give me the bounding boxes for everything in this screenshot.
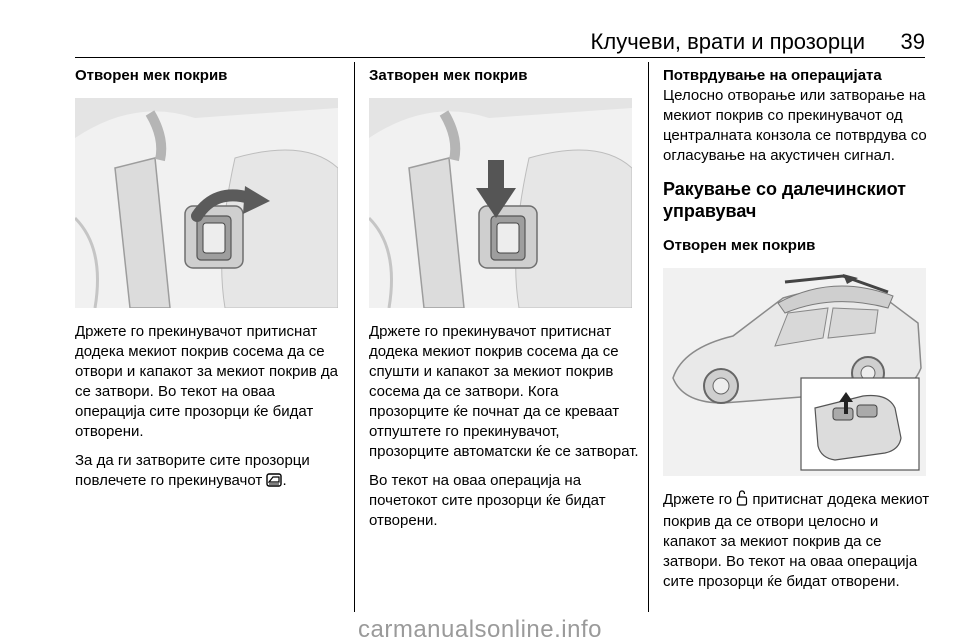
- remote-open-heading: Отворен мек покрив: [663, 237, 816, 254]
- section-heading: Затворен мек покрив: [369, 67, 528, 84]
- close-switch-illustration: [369, 98, 632, 308]
- header-divider: [75, 57, 925, 58]
- column-open-soft-top: [75, 62, 345, 493]
- close-windows-label: За да ги затворите сите прозорци повлечете го прекинувачот: [75, 452, 310, 489]
- remote-control-title: Ракување со далечинскиот управувач: [663, 179, 906, 221]
- remote-open-label-start: Држете го: [663, 491, 733, 508]
- watermark: carmanualsonline.info: [358, 616, 602, 643]
- column-remote-operation: [663, 62, 933, 592]
- open-instruction-text: Држете го прекинувачот притиснат додека мекиот покрив сосема да се отвори и капакот за мекиот покрив да се затвори. Во текот на оваа операција сите прозорци ќе бидат отворени.: [75, 323, 338, 440]
- chapter-title: Клучеви, врати и прозорци: [590, 29, 865, 54]
- remote-unlock-icon: [736, 490, 748, 512]
- page-number: 39: [900, 29, 925, 54]
- close-windows-text: [75, 451, 345, 493]
- open-switch-illustration: [75, 98, 338, 308]
- window-switch-icon: [266, 473, 282, 493]
- remote-open-label-rest: притиснат додека мекиот покрив да се отвори целосно и капакот за мекиот покрив да се затвори. Во текот на оваа операција сите прозорци ќе бидат отворени.: [663, 491, 930, 590]
- column-close-soft-top: [369, 62, 639, 531]
- section-heading: Отворен мек покрив: [75, 67, 228, 84]
- column-divider: [354, 62, 355, 612]
- page-header: [75, 28, 925, 56]
- confirmation-text: Целосно отворање или затворање на мекиот покрив со прекинувачот од централната конзола се потврдува со огласување на акустичен сигнал.: [663, 87, 927, 164]
- confirmation-heading: Потврдување на операцијата: [663, 67, 882, 84]
- car-remote-illustration: [663, 268, 926, 476]
- column-divider: [648, 62, 649, 612]
- remote-open-text: [663, 490, 933, 592]
- close-instruction-text: Држете го прекинувачот притиснат додека мекиот покрив сосема да се спушти и капакот за мекиот покрив сосема да се затвори. Кога прозорците ќе почнат да се креваат отпуштете го прекинувачот, прозорците автоматски ќе се затворат.: [369, 323, 639, 460]
- windows-note-text: Во текот на оваа операција на почетокот сите прозорци ќе бидат отворени.: [369, 472, 606, 529]
- sentence-end: .: [282, 472, 287, 489]
